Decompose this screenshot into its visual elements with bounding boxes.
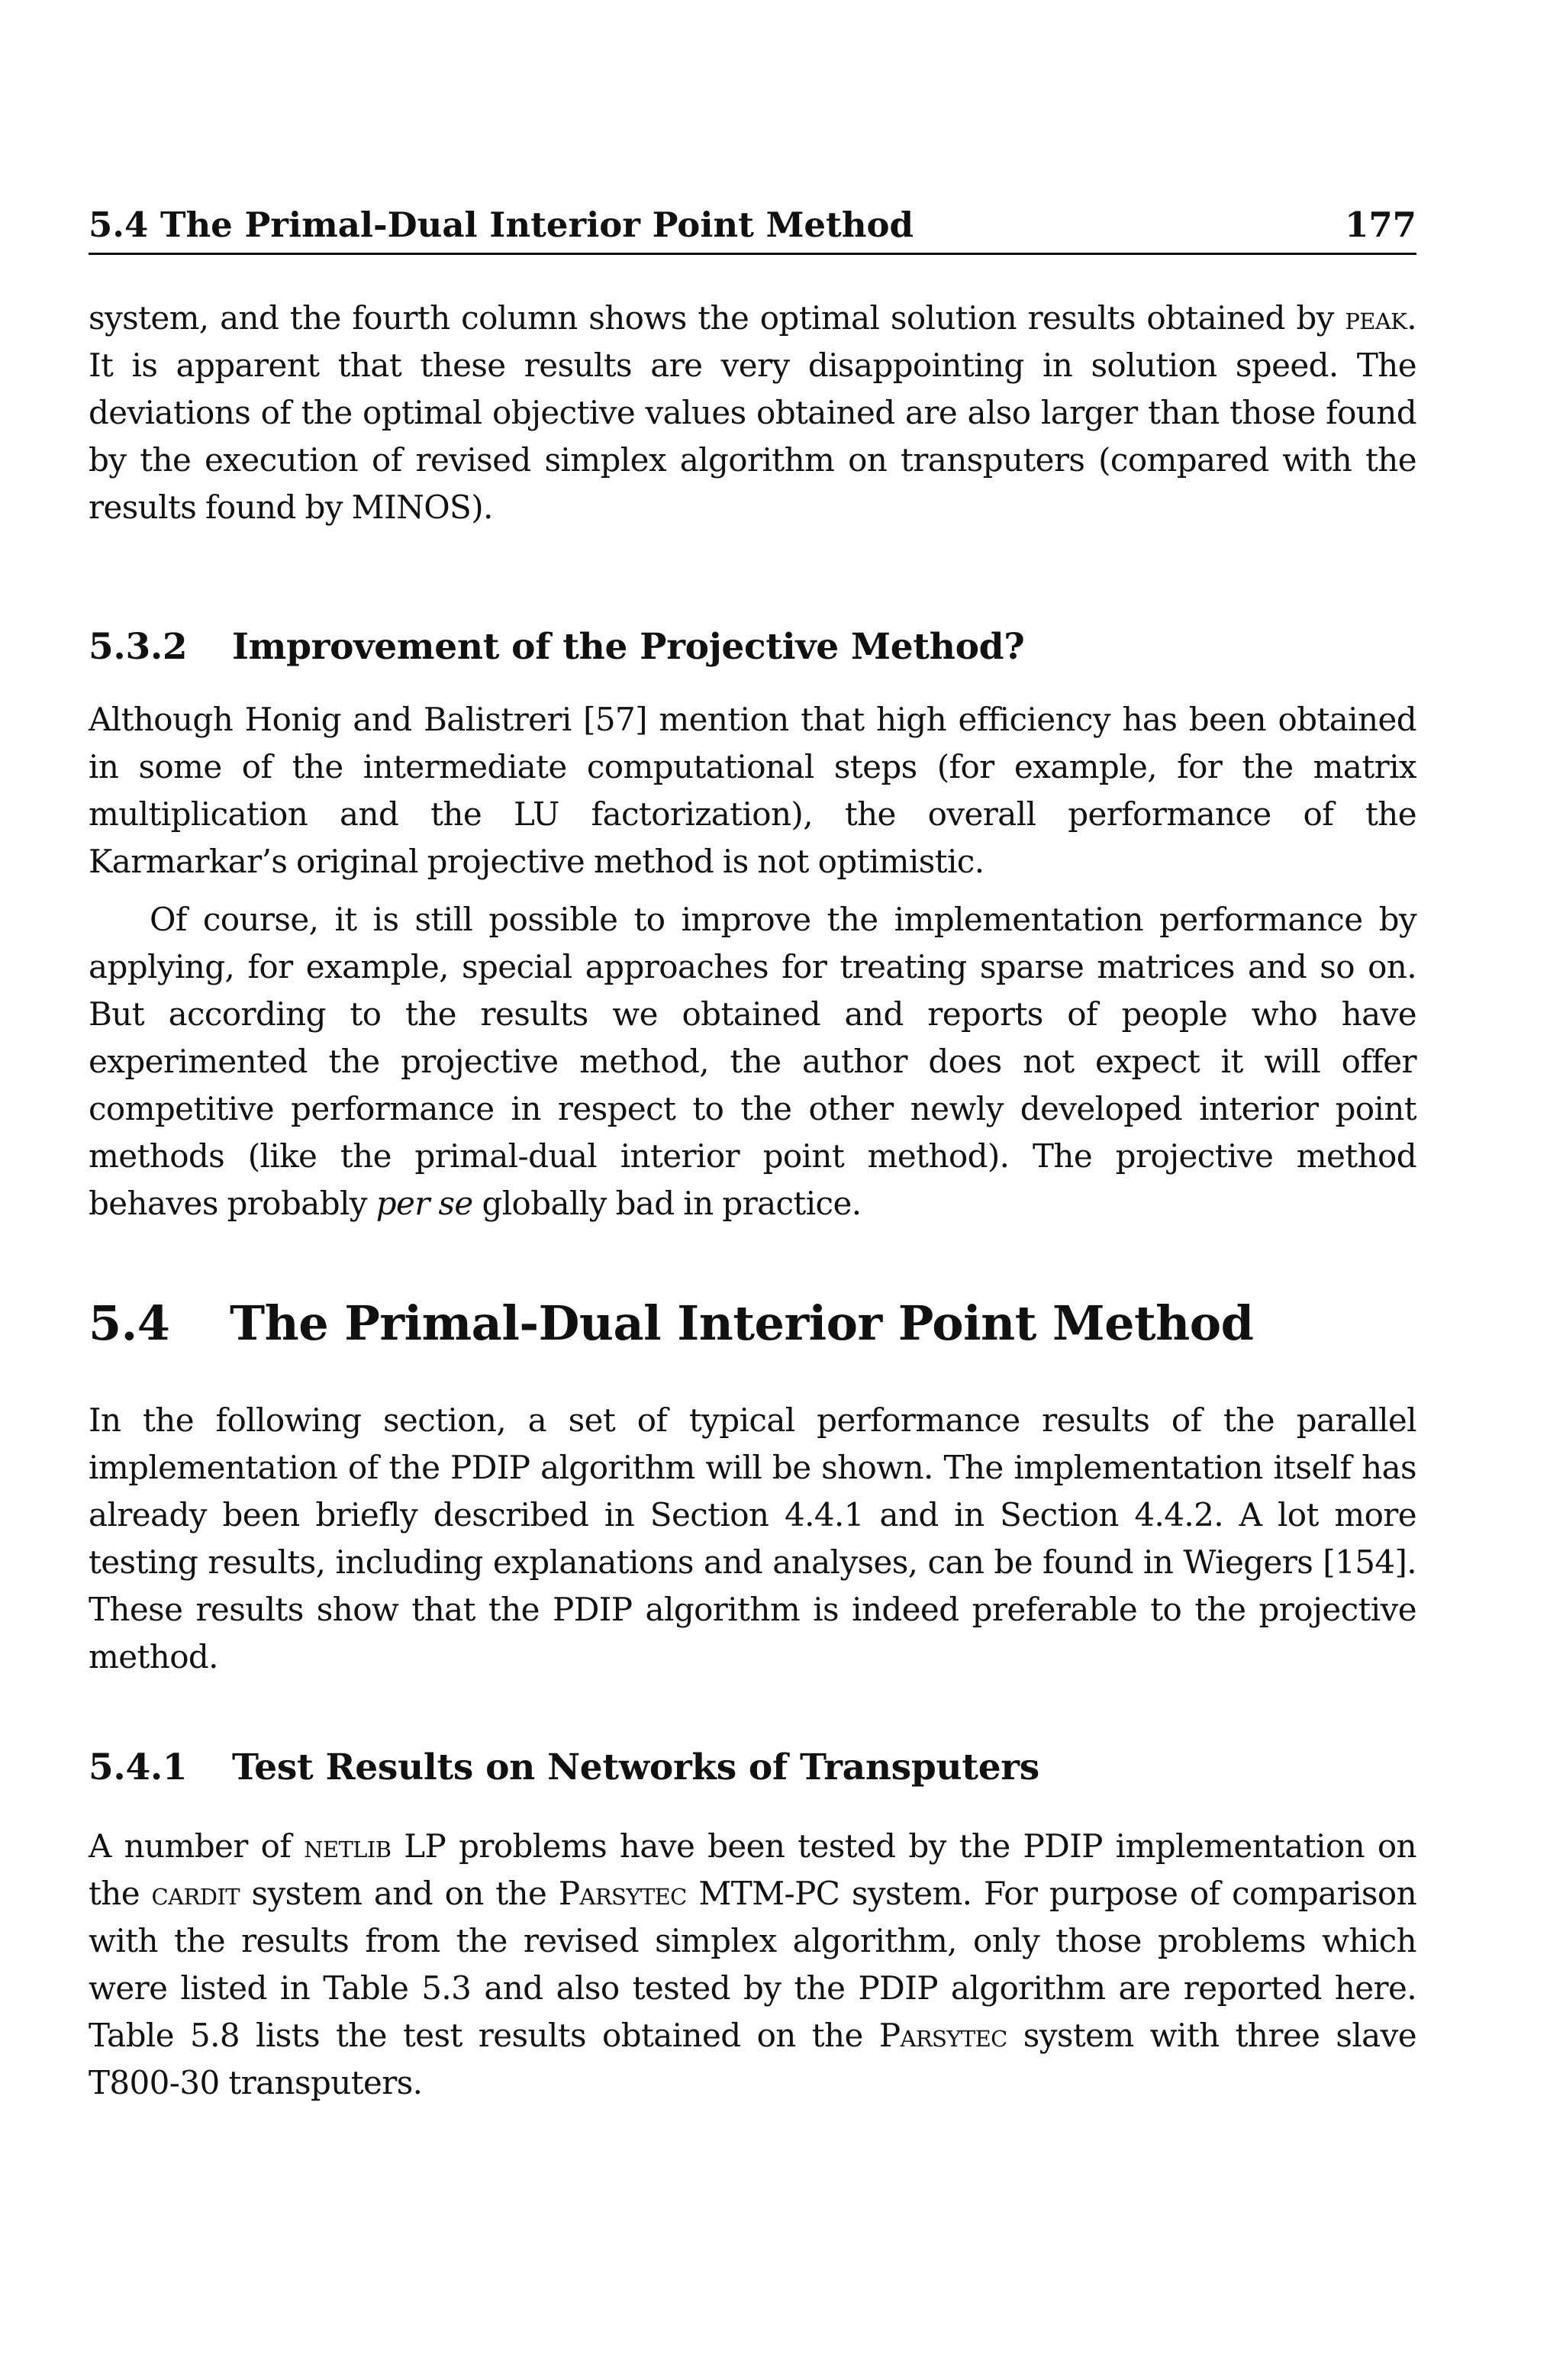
italic-text: per se	[375, 1185, 473, 1222]
subsection-heading-541	[89, 1745, 1416, 1791]
parsytec-smallcaps: Parsytec	[558, 1875, 687, 1912]
book-page	[89, 0, 1416, 2380]
paragraph-of-course	[89, 896, 1416, 1227]
peak-smallcaps: peak	[1345, 299, 1407, 337]
subsection-number: 5.4.1	[89, 1746, 188, 1788]
subsection-title: Test Results on Networks of Transputers	[232, 1746, 1039, 1788]
text-run: globally bad in practice.	[472, 1185, 862, 1222]
subsection-number: 5.3.2	[89, 626, 188, 668]
subsection-heading-532	[89, 624, 1416, 670]
parsytec-smallcaps: Parsytec	[878, 2017, 1007, 2054]
paragraph-text	[89, 1823, 1416, 2107]
section-heading-54	[89, 1293, 1416, 1354]
paragraph-honig	[89, 696, 1416, 885]
paragraph-text	[89, 295, 1416, 531]
running-head	[89, 200, 1416, 255]
text-run: A number of	[89, 1827, 305, 1865]
paragraph-following-section	[89, 1397, 1416, 1681]
subsection-title: Improvement of the Projective Method?	[232, 626, 1025, 668]
section-title: The Primal-Dual Interior Point Method	[230, 1295, 1254, 1351]
running-head-title: 5.4 The Primal-Dual Interior Point Method	[89, 205, 914, 245]
paragraph-continued	[89, 295, 1416, 531]
section-number: 5.4	[89, 1295, 170, 1351]
text-run: . It is apparent that these results are very disappointing in solution speed. The deviations of the optimal objective values obtained are also larger than those found by the execution of revised simplex algorithm on transputers (compared with the results found by MINOS).	[89, 299, 1416, 526]
netlib-smallcaps: netlib	[304, 1827, 392, 1865]
paragraph-netlib	[89, 1823, 1416, 2107]
text-run: LP problems have been tested by the PDIP implementation on the	[89, 1827, 1417, 1912]
text-run: MTM-PC system. For purpose of comparison with the results from the revised simplex algorithm, only those problems which were listed in Table 5.3 and also tested by the PDIP algorithm are reported here. Table 5.8 lists the test results obtained on the	[89, 1875, 1417, 2054]
paragraph-text: In the following section, a set of typical performance results of the parallel implementation of the PDIP algorithm will be shown. The implementation itself has already been briefly described in Section 4.4.1 and in Section 4.4.2. A lot more testing results, including explanations and analyses, can be found in Wiegers [154]. These results show that the PDIP algorithm is indeed preferable to the projective method.	[89, 1401, 1416, 1675]
text-run: system, and the fourth column shows the optimal solution results obtained by	[89, 299, 1345, 337]
text-run: system and on the	[239, 1875, 559, 1912]
page-number: 177	[1345, 205, 1416, 245]
text-run: system with three slave T800-30 transputers.	[89, 2017, 1416, 2101]
text-run: Of course, it is still possible to improve the implementation performance by applying, for example, special approaches for treating sparse matrices and so on. But according to the results we obtained and reports of people who have experimented the projective method, the author does not expect it will offer competitive performance in respect to the other newly developed interior point methods (like the primal-dual interior point method). The projective method behaves probably	[89, 901, 1416, 1222]
paragraph-text	[89, 896, 1416, 1227]
paragraph-text: Although Honig and Balistreri [57] mention that high efficiency has been obtained in some of the intermediate computational steps (for example, for the matrix multiplication and the LU factorization), the overall performance of the Karmarkar’s original projective method is not optimistic.	[89, 701, 1416, 880]
cardit-smallcaps: cardit	[151, 1875, 240, 1912]
